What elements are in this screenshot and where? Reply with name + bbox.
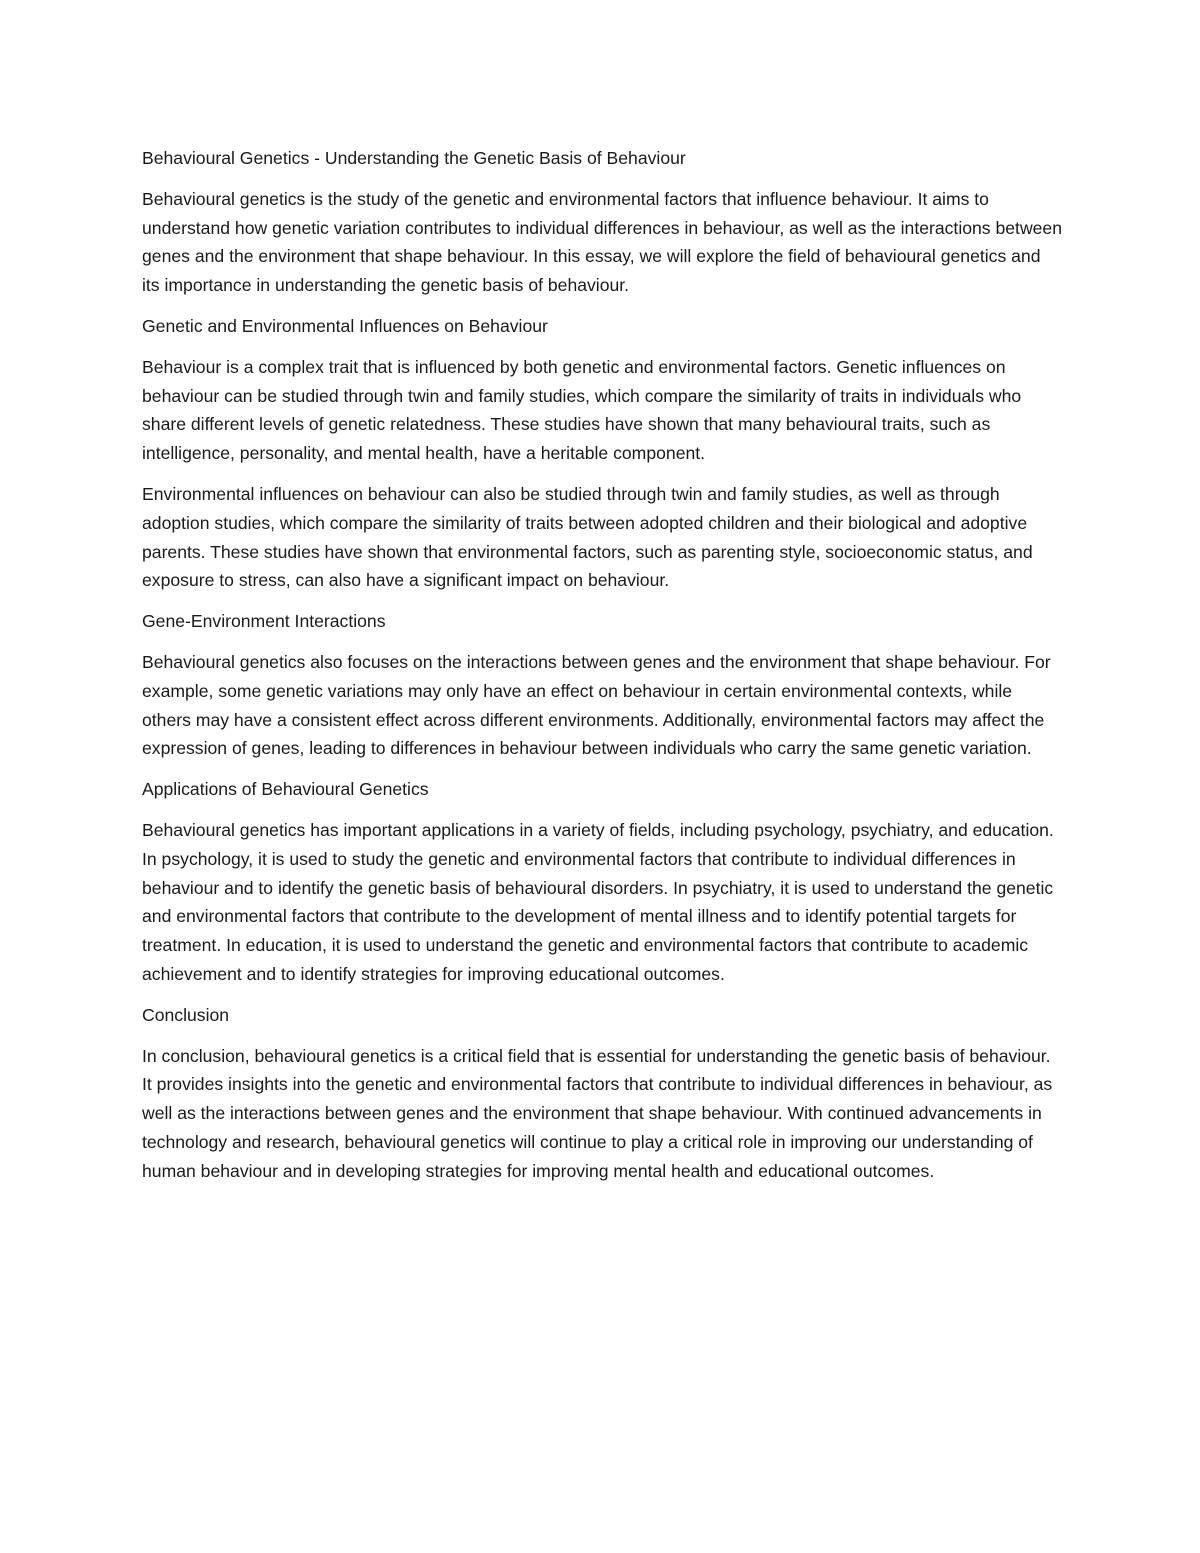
- section-heading-interactions: Gene-Environment Interactions: [142, 611, 386, 632]
- section-heading-applications: Applications of Behavioural Genetics: [142, 779, 429, 800]
- intro-paragraph: Behavioural genetics is the study of the genetic and environmental factors that influence behaviour. It aims to understand how genetic variation contributes to individual differences in behaviour, as well as the interactions between genes and the environment that shape behaviour. In this essay, we will explore the field of behavioural genetics and its importance in understanding the genetic basis of behaviour.: [142, 188, 1063, 296]
- section-paragraph: In conclusion, behavioural genetics is a critical field that is essential for understanding the genetic basis of behaviour. It provides insights into the genetic and environmental factors that contribute to individual differences in behaviour, as well as the interactions between genes and the environment that shape behaviour. With continued advancements in technology and research, behavioural genetics will continue to play a critical role in improving our understanding of human behaviour and in developing strategies for improving mental health and educational outcomes.: [142, 1045, 1053, 1181]
- section-paragraph: Behaviour is a complex trait that is influenced by both genetic and environmental factors. Genetic influences on behaviour can be studied through twin and family studies, which compare the similarity of traits in individuals who share different levels of genetic relatedness. These studies have shown that many behavioural traits, such as intelligence, personality, and mental health, have a heritable component.: [142, 356, 1022, 464]
- section-paragraph: Environmental influences on behaviour can also be studied through twin and family studies, as well as through adoption studies, which compare the similarity of traits between adopted children and their biological and adoptive parents. These studies have shown that environmental factors, such as parenting style, socioeconomic status, and exposure to stress, can also have a significant impact on behaviour.: [142, 483, 1033, 591]
- section-paragraph: Behavioural genetics also focuses on the interactions between genes and the environment that shape behaviour. For example, some genetic variations may only have an effect on behaviour in certain environmental contexts, while others may have a consistent effect across different environments. Additionally, environmental factors may affect the expression of genes, leading to differences in behaviour between individuals who carry the same genetic variation.: [142, 651, 1051, 759]
- document-title: Behavioural Genetics - Understanding the Genetic Basis of Behaviour: [142, 148, 686, 168]
- document-body: [142, 144, 1062, 1198]
- section-heading-conclusion: Conclusion: [142, 1004, 230, 1025]
- section-paragraph: Behavioural genetics has important applications in a variety of fields, including psychology, psychiatry, and education. In psychology, it is used to study the genetic and environmental factors that contribute to individual differences in behaviour and to identify the genetic basis of behavioural disorders. In psychiatry, it is used to understand the genetic and environmental factors that contribute to the development of mental illness and to identify potential targets for treatment. In education, it is used to understand the genetic and environmental factors that contribute to academic achievement and to identify strategies for improving educational outcomes.: [142, 819, 1054, 984]
- section-heading-influences: Genetic and Environmental Influences on Behaviour: [142, 315, 548, 336]
